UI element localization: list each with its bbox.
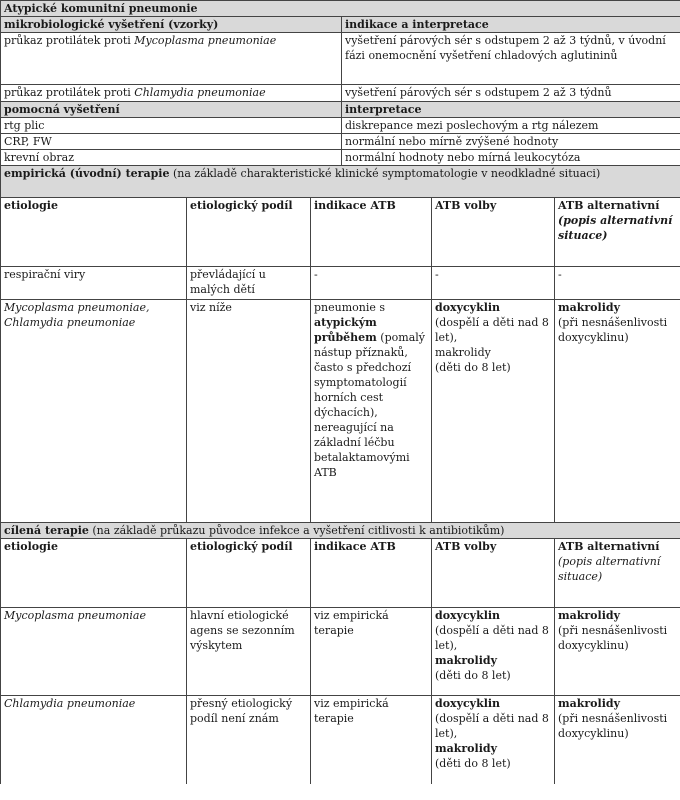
col-choice: ATB volby [432, 539, 555, 608]
organism-name: Chlamydia pneumoniae [134, 86, 266, 99]
table-row [1, 118, 680, 134]
aux-interpretation: normální nebo mírně zvýšené hodnoty [342, 134, 680, 150]
micro-interpretation: vyšetření párových sér s odstupem 2 až 3 týdnů, v úvodní fázi onemocnění vyšetření chladových aglutininů [342, 33, 680, 85]
indication-cell: viz empirická terapie [311, 696, 432, 784]
etiology-cell: respirační viry [1, 267, 187, 300]
micro-test: průkaz protilátek proti Mycoplasma pneumoniae [1, 33, 342, 85]
choice-cell: doxycyklin (dospělí a děti nad 8 let), makrolidy (děti do 8 let) [432, 696, 555, 784]
aux-header-left: pomocná vyšetření [1, 102, 342, 118]
aux-test: krevní obraz [1, 150, 342, 166]
col-choice: ATB volby [432, 198, 555, 267]
aux-test: rtg plic [1, 118, 342, 134]
col-share: etiologický podíl [187, 198, 311, 267]
alternative-cell: makrolidy (při nesnášenlivosti doxycyklinu) [555, 608, 680, 696]
table-row [1, 134, 680, 150]
targeted-section-title: cílená terapie (na základě průkazu původce infekce a vyšetření citlivosti k antibiotikům) [1, 523, 680, 539]
diagnostics-table [0, 0, 680, 166]
table-row [1, 267, 680, 300]
table-row [1, 85, 680, 102]
col-etiology: etiologie [1, 539, 187, 608]
empiric-section-title: empirická (úvodní) terapie (na základě charakteristické klinické symptomatologie v neodkladné situaci) [1, 166, 680, 198]
table-row [1, 608, 680, 696]
aux-interpretation: normální hodnoty nebo mírná leukocytóza [342, 150, 680, 166]
share-cell: přesný etiologický podíl není znám [187, 696, 311, 784]
alternative-cell: makrolidy (při nesnášenlivosti doxycyklinu) [555, 300, 680, 523]
micro-interpretation: vyšetření párových sér s odstupem 2 až 3 týdnů [342, 85, 680, 102]
aux-interpretation: diskrepance mezi poslechovým a rtg nálezem [342, 118, 680, 134]
therapy-table [0, 165, 680, 784]
col-alternative: ATB alternativní (popis alternativní situace) [555, 198, 680, 267]
micro-test: průkaz protilátek proti Chlamydia pneumoniae [1, 85, 342, 102]
aux-test: CRP, FW [1, 134, 342, 150]
table-row [1, 33, 680, 85]
col-alternative: ATB alternativní (popis alternativní situace) [555, 539, 680, 608]
organism-name: Mycoplasma pneumoniae [134, 34, 277, 47]
targeted-column-headers [1, 539, 680, 608]
indication-cell: viz empirická terapie [311, 608, 432, 696]
alternative-cell: - [555, 267, 680, 300]
choice-cell: doxycyklin (dospělí a děti nad 8 let), makrolidy (děti do 8 let) [432, 300, 555, 523]
etiology-cell: Mycoplasma pneumoniae, Chlamydia pneumoniae [1, 300, 187, 523]
etiology-cell: Chlamydia pneumoniae [1, 696, 187, 784]
aux-header-right: interpretace [342, 102, 680, 118]
micro-header-right: indikace a interpretace [342, 17, 680, 33]
share-cell: viz níže [187, 300, 311, 523]
etiology-cell: Mycoplasma pneumoniae [1, 608, 187, 696]
share-cell: převládající u malých dětí [187, 267, 311, 300]
indication-cell: pneumonie s atypickým průběhem (pomalý nástup příznaků, často s předchozí symptomatologií horních cest dýchacích), nereagující na základní léčbu betalaktamovými ATB [311, 300, 432, 523]
col-indication: indikace ATB [311, 198, 432, 267]
share-cell: hlavní etiologické agens se sezonním výskytem [187, 608, 311, 696]
alternative-cell: makrolidy (při nesnášenlivosti doxycyklinu) [555, 696, 680, 784]
micro-header-left: mikrobiologické vyšetření (vzorky) [1, 17, 342, 33]
table-row [1, 150, 680, 166]
choice-cell: - [432, 267, 555, 300]
col-share: etiologický podíl [187, 539, 311, 608]
indication-cell: - [311, 267, 432, 300]
col-etiology: etiologie [1, 198, 187, 267]
table-title: Atypické komunitní pneumonie [1, 1, 680, 17]
choice-cell: doxycyklin (dospělí a děti nad 8 let), makrolidy (děti do 8 let) [432, 608, 555, 696]
table-row [1, 696, 680, 784]
table-row [1, 300, 680, 523]
empiric-column-headers [1, 198, 680, 267]
col-indication: indikace ATB [311, 539, 432, 608]
